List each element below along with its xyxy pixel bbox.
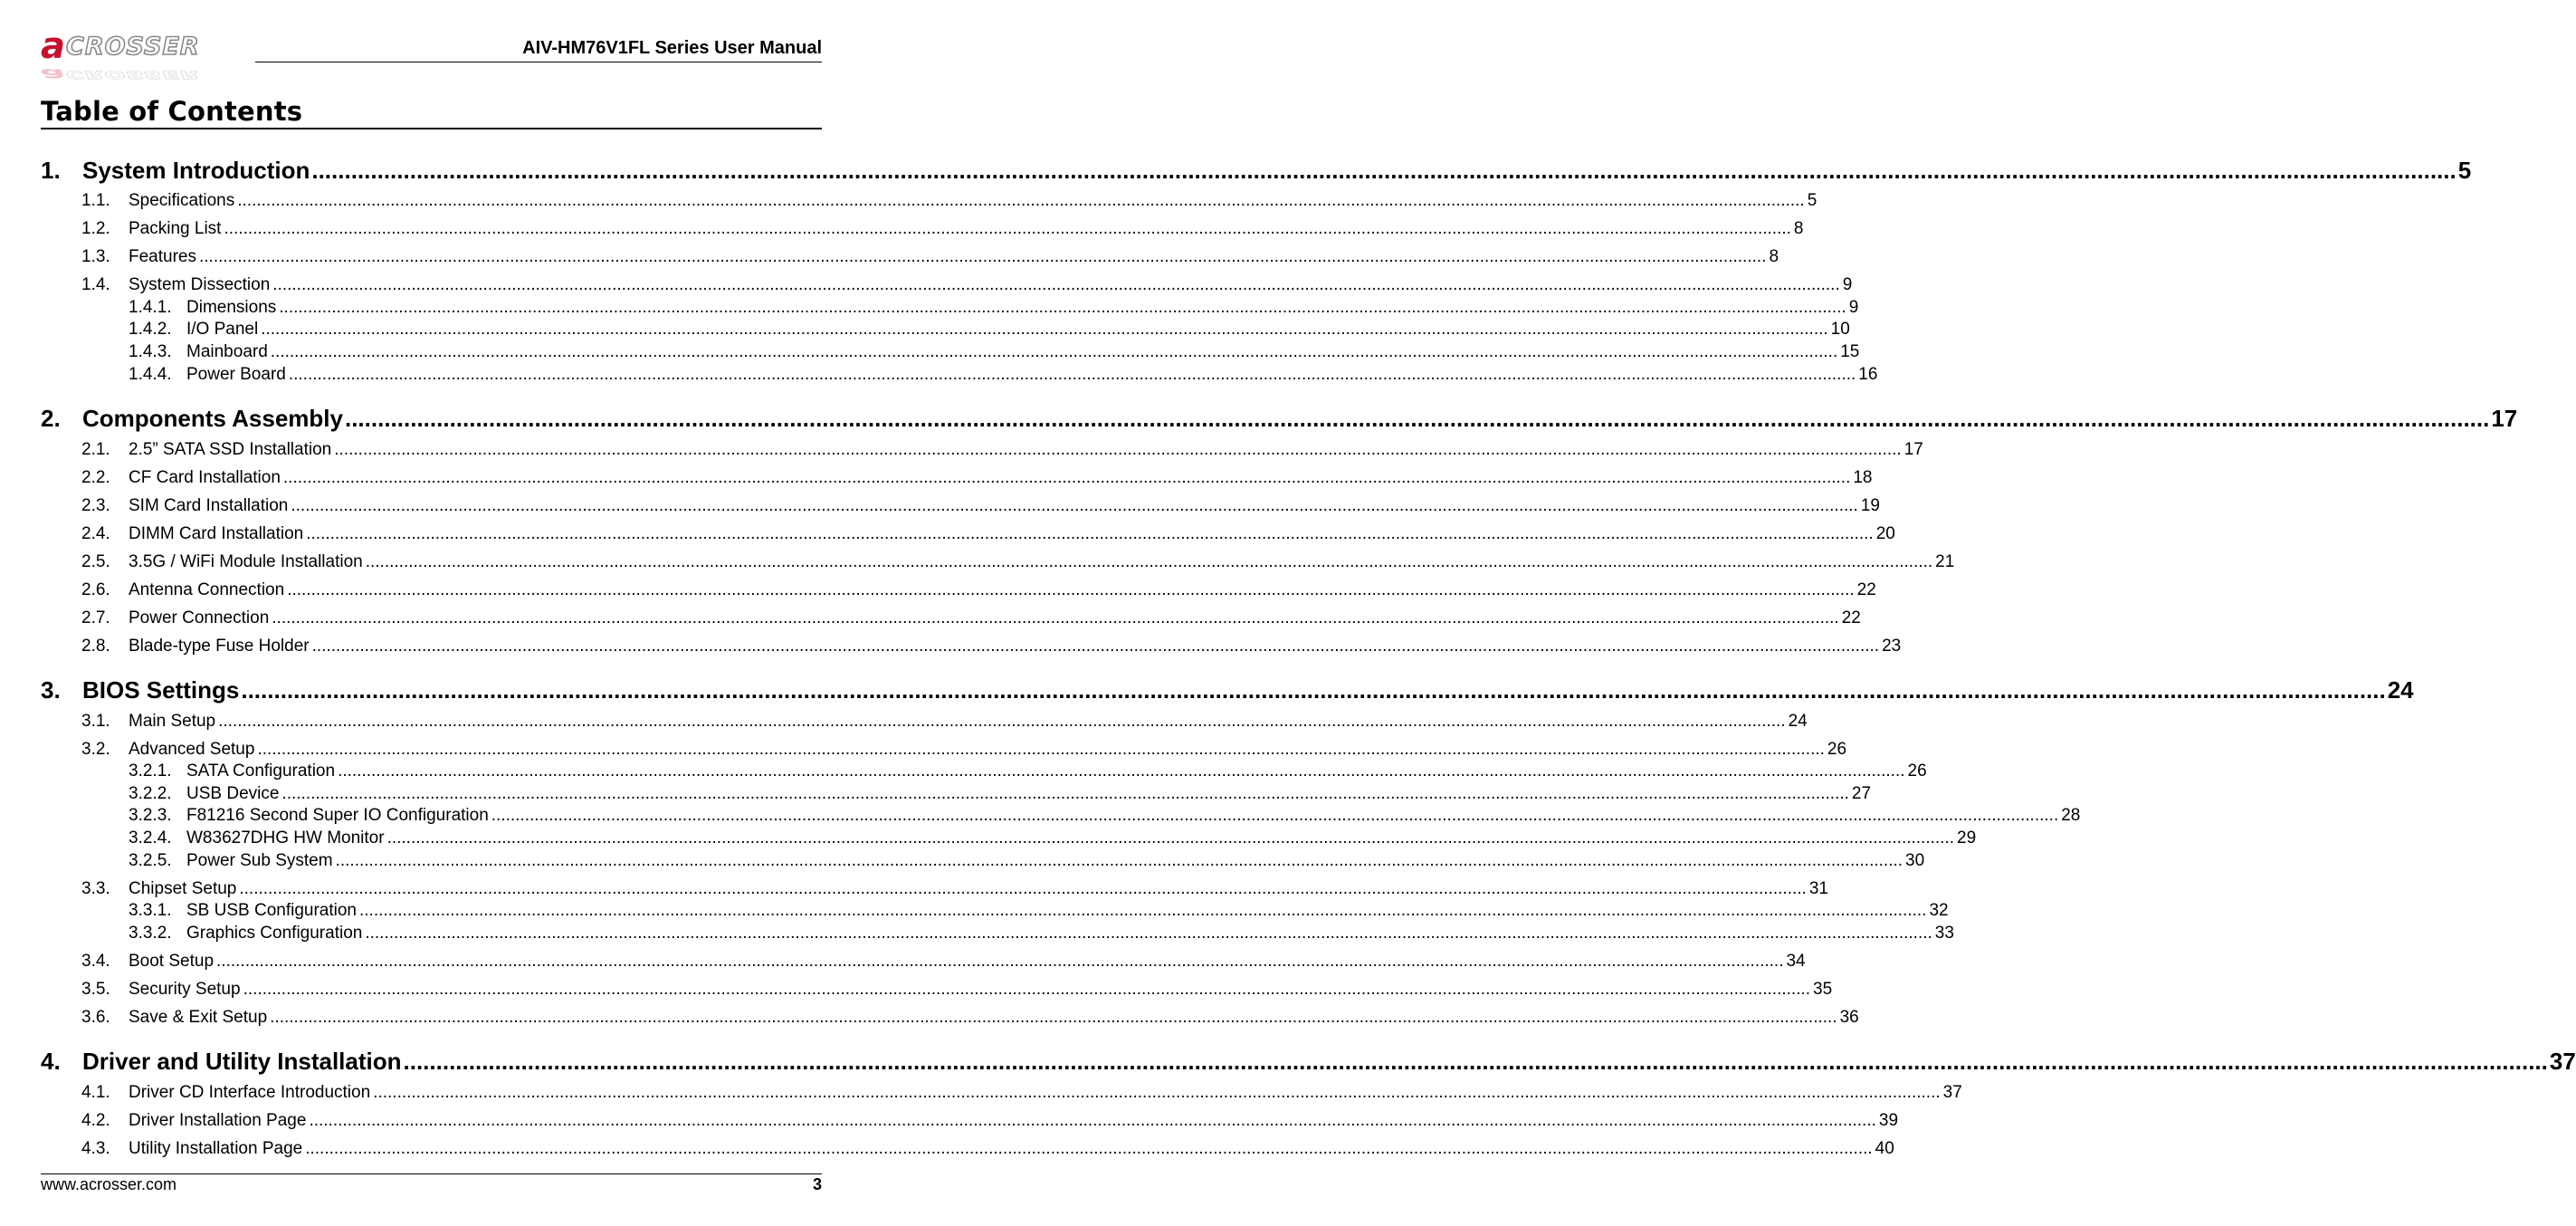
toc-section[interactable] bbox=[81, 1111, 1899, 1133]
toc-entry-page: 26 bbox=[1907, 761, 1927, 781]
toc-entry-title: Security Setup bbox=[129, 980, 241, 999]
dot-leader bbox=[257, 740, 1824, 760]
toc-entry-number: 3.3. bbox=[81, 879, 110, 898]
dot-leader bbox=[224, 219, 1790, 239]
toc-chapter[interactable] bbox=[41, 157, 2472, 186]
toc-entry-page: 23 bbox=[1882, 637, 1902, 656]
toc-section[interactable] bbox=[81, 275, 1853, 297]
toc-section[interactable] bbox=[81, 740, 1847, 761]
toc-entry-title: DIMM Card Installation bbox=[129, 524, 304, 543]
toc-entry-number: 2.3. bbox=[81, 496, 110, 515]
footer-divider bbox=[41, 1173, 822, 1174]
toc-entry-title: W83627DHG HW Monitor bbox=[186, 829, 385, 848]
toc-entry-page: 33 bbox=[1934, 924, 1954, 943]
dot-leader bbox=[491, 806, 2058, 826]
toc-entry-page: 17 bbox=[1903, 440, 1923, 459]
toc-section[interactable] bbox=[81, 1008, 1859, 1030]
toc-entry-title: Driver Installation Page bbox=[129, 1111, 307, 1130]
dot-leader bbox=[289, 365, 1856, 385]
toc-section[interactable] bbox=[81, 952, 1806, 973]
toc-subsection[interactable] bbox=[129, 851, 1925, 873]
toc-entry-page: 16 bbox=[1858, 365, 1878, 384]
toc-entry-page: 8 bbox=[1769, 247, 1779, 266]
toc-entry-page: 26 bbox=[1827, 740, 1847, 759]
toc-section[interactable] bbox=[81, 191, 1818, 213]
dot-leader bbox=[338, 761, 1904, 781]
toc-entry-number: 3.1. bbox=[81, 712, 110, 731]
dot-leader bbox=[312, 637, 1879, 656]
toc-subsection[interactable] bbox=[129, 320, 1850, 341]
toc-section[interactable] bbox=[81, 524, 1895, 546]
toc-entry-page: 36 bbox=[1839, 1008, 1859, 1027]
dot-leader bbox=[261, 320, 1827, 340]
toc-entry-page: 5 bbox=[2457, 157, 2472, 184]
toc-entry-title: 2.5” SATA SSD Installation bbox=[129, 440, 332, 459]
dot-leader bbox=[218, 712, 1785, 732]
toc-entry-title: Driver CD Interface Introduction bbox=[129, 1083, 371, 1102]
page-title: Table of Contents bbox=[41, 96, 303, 127]
dot-leader bbox=[365, 924, 1932, 943]
dot-leader bbox=[345, 405, 2489, 433]
svg-text:a: a bbox=[41, 65, 65, 84]
dot-leader bbox=[291, 496, 1857, 516]
toc-subsection[interactable] bbox=[129, 784, 1872, 806]
toc-section[interactable] bbox=[81, 468, 1873, 490]
toc-entry-title: Main Setup bbox=[129, 712, 216, 731]
toc-entry-page: 21 bbox=[1935, 552, 1955, 571]
toc-entry-number: 3.2.4. bbox=[129, 829, 172, 848]
toc-entry-number: 2.1. bbox=[81, 440, 110, 459]
dot-leader bbox=[270, 1008, 1837, 1028]
svg-text:CROSSER: CROSSER bbox=[66, 68, 200, 81]
toc-entry-page: 30 bbox=[1905, 851, 1925, 870]
dot-leader bbox=[279, 298, 1846, 318]
toc-entry-number: 2. bbox=[41, 405, 61, 432]
toc-entry-number: 3.5. bbox=[81, 980, 110, 999]
toc-section[interactable] bbox=[81, 608, 1861, 630]
toc-entry-page: 9 bbox=[1842, 275, 1853, 294]
toc-entry-title: Dimensions bbox=[186, 298, 277, 317]
toc-entry-page: 31 bbox=[1808, 879, 1828, 898]
toc-entry-number: 1.1. bbox=[81, 191, 110, 210]
toc-entry-number: 2.5. bbox=[81, 552, 110, 571]
toc-entry-number: 1.3. bbox=[81, 247, 110, 266]
dot-leader bbox=[366, 552, 1932, 572]
toc-entry-number: 1.4.1. bbox=[129, 298, 172, 317]
toc-subsection[interactable] bbox=[129, 761, 1927, 783]
toc-entry-number: 3.3.2. bbox=[129, 924, 172, 943]
toc-entry-number: 3.2.5. bbox=[129, 851, 172, 870]
toc-section[interactable] bbox=[81, 1139, 1894, 1161]
toc-entry-title: System Introduction bbox=[82, 157, 310, 184]
toc-entry-page: 5 bbox=[1807, 191, 1818, 210]
acrosser-logo bbox=[41, 25, 251, 84]
toc-chapter[interactable] bbox=[41, 676, 2414, 705]
toc-entry-number: 3. bbox=[41, 676, 61, 704]
toc-entry-number: 1.4.2. bbox=[129, 320, 172, 339]
toc-entry-title: SATA Configuration bbox=[186, 761, 336, 781]
toc-entry-title: Utility Installation Page bbox=[129, 1139, 303, 1158]
dot-leader bbox=[336, 851, 1903, 871]
toc-entry-title: 3.5G / WiFi Module Installation bbox=[129, 552, 363, 571]
dot-leader bbox=[373, 1083, 1940, 1103]
toc-entry-number: 4. bbox=[41, 1048, 61, 1075]
toc-entry-title: Power Connection bbox=[129, 608, 270, 627]
dot-leader bbox=[305, 1139, 1872, 1159]
toc-entry-title: Power Board bbox=[186, 365, 286, 384]
toc-section[interactable] bbox=[81, 712, 1808, 733]
toc-entry-page: 20 bbox=[1875, 524, 1895, 543]
toc-entry-number: 4.1. bbox=[81, 1083, 110, 1102]
toc-subsection[interactable] bbox=[129, 342, 1860, 364]
toc-entry-number: 2.2. bbox=[81, 468, 110, 487]
dot-leader bbox=[237, 191, 1804, 211]
dot-leader bbox=[199, 247, 1766, 267]
toc-entry-page: 35 bbox=[1813, 980, 1833, 999]
toc-entry-number: 1.4.4. bbox=[129, 365, 172, 384]
dot-leader bbox=[243, 980, 1810, 1000]
dot-leader bbox=[281, 784, 1848, 804]
toc-entry-page: 29 bbox=[1957, 829, 1977, 848]
toc-entry-title: Save & Exit Setup bbox=[129, 1008, 268, 1027]
dot-leader bbox=[272, 275, 1839, 295]
toc-entry-page: 32 bbox=[1929, 901, 1949, 920]
toc-entry-page: 39 bbox=[1878, 1111, 1899, 1130]
toc-entry-page: 17 bbox=[2491, 405, 2518, 432]
toc-entry-title: Advanced Setup bbox=[129, 740, 255, 759]
toc-entry-page: 27 bbox=[1851, 784, 1872, 803]
footer-page-number: 3 bbox=[812, 1175, 822, 1193]
toc-entry-page: 9 bbox=[1848, 298, 1859, 317]
dot-leader bbox=[241, 676, 2385, 704]
toc-entry-number: 3.2.2. bbox=[129, 784, 172, 803]
toc-entry-page: 8 bbox=[1793, 219, 1804, 238]
toc-section[interactable] bbox=[81, 980, 1833, 1001]
toc-entry-title: F81216 Second Super IO Configuration bbox=[186, 806, 489, 825]
svg-text:a: a bbox=[41, 25, 65, 67]
toc-subsection[interactable] bbox=[129, 365, 1878, 387]
toc-entry-number: 2.6. bbox=[81, 580, 110, 599]
toc-entry-title: Specifications bbox=[129, 191, 235, 210]
toc-subsection[interactable] bbox=[129, 924, 1954, 945]
toc-entry-title: Power Sub System bbox=[186, 851, 333, 870]
toc-entry-page: 22 bbox=[1856, 580, 1876, 599]
toc-entry-page: 28 bbox=[2061, 806, 2081, 825]
toc-section[interactable] bbox=[81, 219, 1804, 241]
toc-section[interactable] bbox=[81, 580, 1876, 602]
toc-subsection[interactable] bbox=[129, 901, 1949, 923]
toc-entry-title: CF Card Installation bbox=[129, 468, 281, 487]
toc-entry-page: 34 bbox=[1786, 952, 1806, 971]
toc-entry-number: 1.2. bbox=[81, 219, 110, 238]
toc-entry-number: 3.6. bbox=[81, 1008, 110, 1027]
toc-entry-title: Components Assembly bbox=[82, 405, 343, 432]
toc-entry-page: 10 bbox=[1830, 320, 1850, 339]
toc-entry-page: 22 bbox=[1841, 608, 1861, 627]
toc-entry-number: 4.2. bbox=[81, 1111, 110, 1130]
svg-text:CROSSER: CROSSER bbox=[66, 33, 200, 61]
toc-section[interactable] bbox=[81, 1083, 1962, 1105]
toc-entry-page: 24 bbox=[1788, 712, 1808, 731]
toc-entry-number: 2.4. bbox=[81, 524, 110, 543]
toc-entry-number: 2.7. bbox=[81, 608, 110, 627]
title-underline bbox=[41, 128, 822, 129]
toc-entry-title: Features bbox=[129, 247, 196, 266]
toc-entry-number: 1.4. bbox=[81, 275, 110, 294]
toc-entry-title: System Dissection bbox=[129, 275, 271, 294]
toc-entry-title: Antenna Connection bbox=[129, 580, 285, 599]
toc-chapter[interactable] bbox=[41, 405, 2518, 434]
toc-entry-number: 3.3.1. bbox=[129, 901, 172, 920]
footer-url: www.acrosser.com bbox=[41, 1175, 177, 1193]
toc-subsection[interactable] bbox=[129, 298, 1859, 320]
dot-leader bbox=[216, 952, 1783, 972]
dot-leader bbox=[404, 1048, 2548, 1076]
toc-subsection[interactable] bbox=[129, 829, 1977, 850]
dot-leader bbox=[359, 901, 1926, 921]
toc-entry-number: 3.2.1. bbox=[129, 761, 172, 781]
toc-entry-title: Chipset Setup bbox=[129, 879, 237, 898]
dot-leader bbox=[287, 580, 1854, 600]
toc-section[interactable] bbox=[81, 879, 1828, 901]
toc-section[interactable] bbox=[81, 496, 1880, 518]
toc-section[interactable] bbox=[81, 552, 1955, 574]
toc-section[interactable] bbox=[81, 440, 1923, 462]
toc-entry-title: Driver and Utility Installation bbox=[82, 1048, 402, 1075]
toc-entry-title: Graphics Configuration bbox=[186, 924, 363, 943]
toc-entry-page: 18 bbox=[1853, 468, 1873, 487]
toc-entry-page: 40 bbox=[1875, 1139, 1894, 1158]
toc-entry-number: 3.2. bbox=[81, 740, 110, 759]
dot-leader bbox=[334, 440, 1901, 460]
dot-leader bbox=[239, 879, 1806, 899]
toc-entry-title: Packing List bbox=[129, 219, 222, 238]
toc-entry-title: Mainboard bbox=[186, 342, 268, 361]
toc-entry-title: BIOS Settings bbox=[82, 676, 240, 704]
toc-entry-number: 3.4. bbox=[81, 952, 110, 971]
toc-entry-title: Blade-type Fuse Holder bbox=[129, 637, 310, 656]
toc-entry-page: 37 bbox=[1942, 1083, 1962, 1102]
dot-leader bbox=[306, 524, 1873, 544]
toc-entry-number: 2.8. bbox=[81, 637, 110, 656]
toc-section[interactable] bbox=[81, 637, 1902, 658]
dot-leader bbox=[283, 468, 1850, 488]
toc-subsection[interactable] bbox=[129, 806, 2081, 828]
manual-title: AIV-HM76V1FL Series User Manual bbox=[522, 38, 822, 58]
dot-leader bbox=[271, 342, 1837, 362]
toc-entry-title: USB Device bbox=[186, 784, 280, 803]
dot-leader bbox=[272, 608, 1838, 628]
toc-section[interactable] bbox=[81, 247, 1779, 269]
toc-entry-number: 3.2.3. bbox=[129, 806, 172, 825]
toc-entry-title: SIM Card Installation bbox=[129, 496, 289, 515]
toc-entry-number: 4.3. bbox=[81, 1139, 110, 1158]
toc-entry-page: 37 bbox=[2549, 1048, 2576, 1075]
toc-entry-page: 15 bbox=[1840, 342, 1860, 361]
toc-entry-number: 1. bbox=[41, 157, 61, 184]
toc-entry-title: I/O Panel bbox=[186, 320, 259, 339]
dot-leader bbox=[311, 157, 2456, 185]
toc-entry-page: 24 bbox=[2387, 676, 2414, 704]
toc-entry-title: Boot Setup bbox=[129, 952, 215, 971]
dot-leader bbox=[309, 1111, 1875, 1131]
dot-leader bbox=[387, 829, 1954, 848]
toc-entry-number: 1.4.3. bbox=[129, 342, 172, 361]
toc-entry-title: SB USB Configuration bbox=[186, 901, 357, 920]
toc-chapter[interactable] bbox=[41, 1048, 2576, 1077]
toc-entry-page: 19 bbox=[1860, 496, 1880, 515]
